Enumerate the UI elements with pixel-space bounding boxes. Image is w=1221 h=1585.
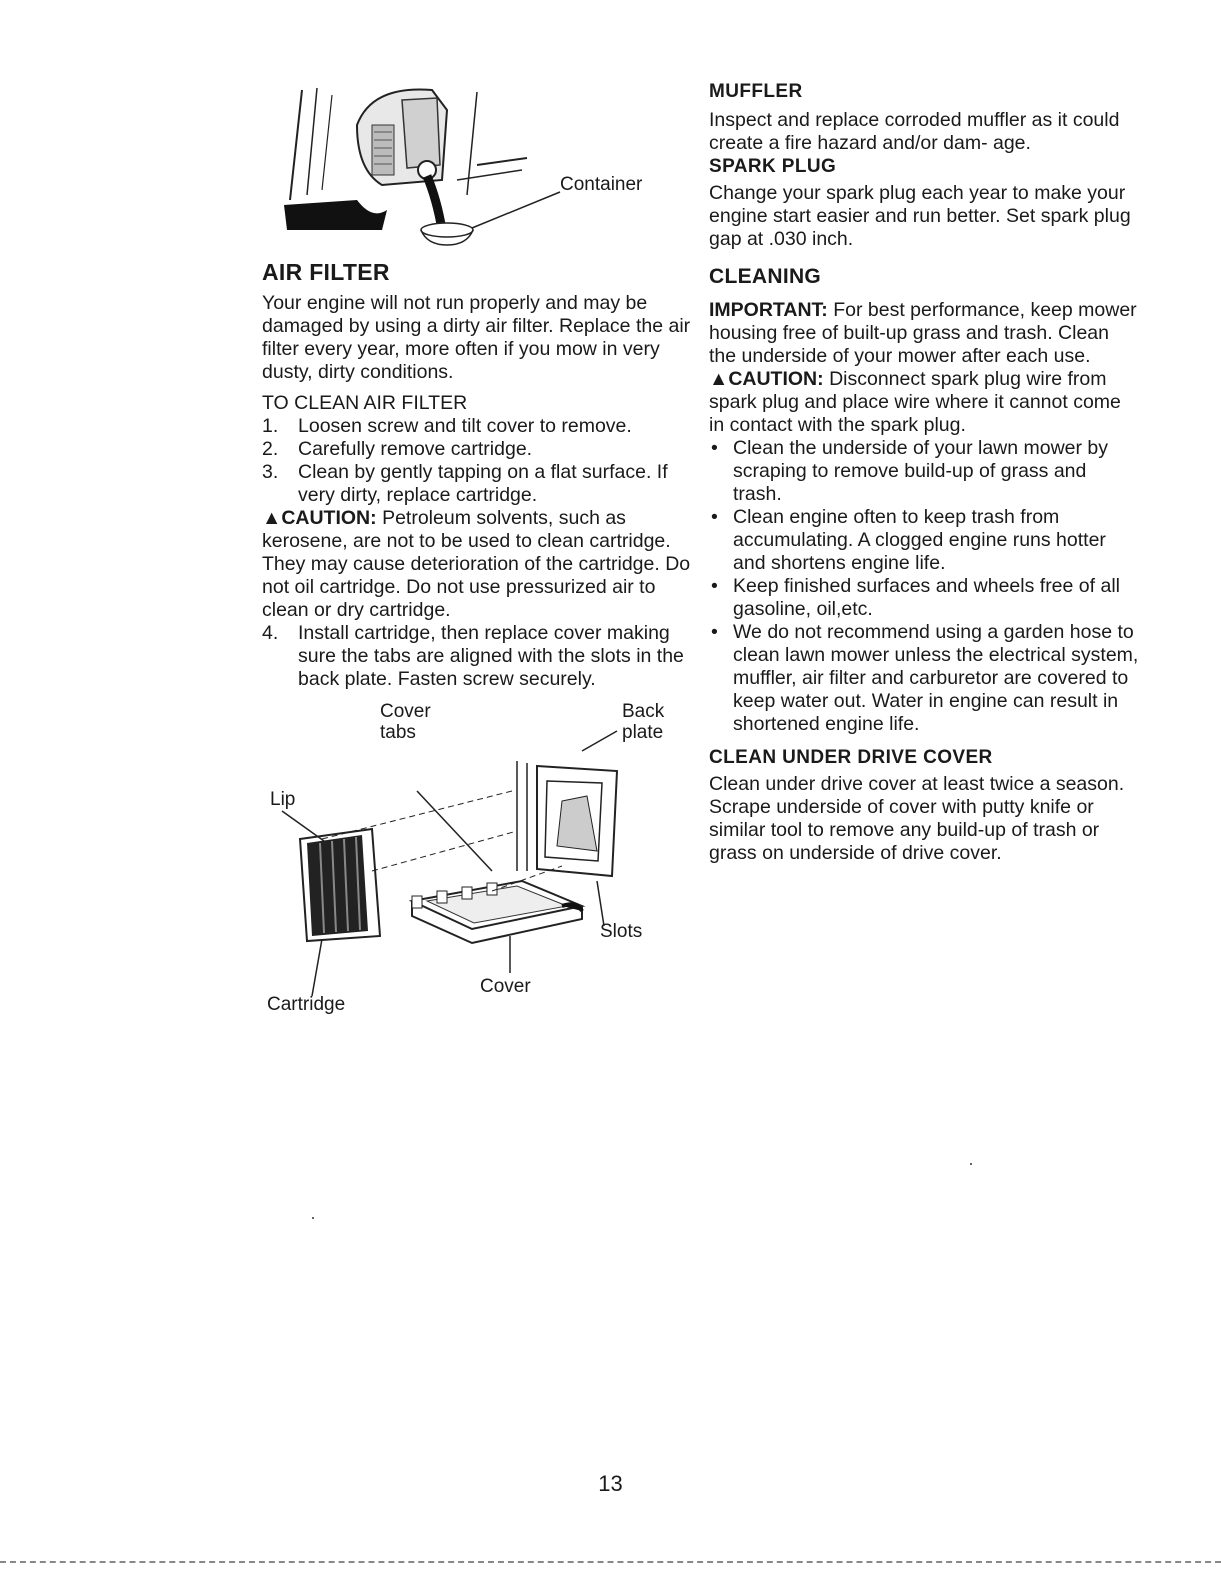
air-filter-illustration	[262, 701, 682, 1015]
list-item	[262, 438, 692, 461]
important-label: IMPORTANT:	[709, 299, 828, 321]
page-bottom-rule	[0, 1561, 1221, 1563]
air-filter-body: Your engine will not run properly and may be damaged by using a dirty air filter. Replace the air filter every year, more often if you mow in very dusty, dirty conditions.	[262, 292, 691, 383]
list-item	[709, 621, 1139, 736]
bullet-icon: •	[711, 437, 718, 459]
important-text: For best performance, keep mower housing free of built-up grass and trash. Clean the underside of your mower after each use.	[709, 299, 1137, 367]
step-number: 1.	[262, 415, 279, 437]
slots-label: Slots	[600, 921, 643, 942]
step-number: 4.	[262, 622, 279, 644]
warning-triangle-icon: ▲	[709, 368, 729, 390]
list-item	[262, 461, 692, 507]
step-number: 3.	[262, 461, 279, 483]
step-text: Carefully remove cartridge.	[298, 438, 533, 460]
step-text: Install cartridge, then replace cover making sure the tabs are aligned with the slots in the back plate. Fasten screw securely.	[298, 622, 684, 690]
oil-drain-drawing	[262, 70, 682, 250]
cleaning-steps-list	[262, 415, 692, 507]
caution-text: Disconnect spark plug wire from spark plug and place wire where it cannot come in contact with the spark plug.	[709, 368, 1121, 436]
cleaning-bullets	[709, 437, 1139, 736]
cartridge-label: Cartridge	[267, 994, 346, 1015]
warning-triangle-icon: ▲	[262, 507, 282, 529]
lip-label: Lip	[270, 789, 296, 810]
caution-label: CAUTION:	[728, 368, 824, 390]
cover-tabs-label: Cover tabs	[380, 701, 431, 743]
step-text: Loosen screw and tilt cover to remove.	[298, 415, 632, 437]
spark-plug-heading: SPARK PLUG	[709, 156, 837, 177]
bullet-icon: •	[711, 506, 718, 528]
cleaning-steps-list-continued	[262, 622, 692, 691]
air-filter-heading: AIR FILTER	[262, 259, 390, 285]
list-item	[709, 575, 1139, 621]
drive-cover-heading: CLEAN UNDER DRIVE COVER	[709, 747, 993, 768]
drive-cover-body: Clean under drive cover at least twice a season. Scrape underside of cover with putty knife or similar tool to remove any build-up of trash or grass on underside of drive cover.	[709, 773, 1125, 864]
page-number: 13	[598, 1471, 623, 1496]
bullet-text: Keep finished surfaces and wheels free of all gasoline, oil,etc.	[733, 575, 1120, 620]
list-item	[709, 506, 1139, 575]
cover-label: Cover	[480, 976, 531, 997]
list-item	[709, 437, 1139, 506]
bullet-text: Clean the underside of your lawn mower by scraping to remove build-up of grass and trash.	[733, 437, 1109, 505]
container-illustration	[262, 70, 682, 250]
muffler-body: Inspect and replace corroded muffler as it could create a fire hazard and/or dam- age.	[709, 109, 1120, 154]
bullet-icon: •	[711, 621, 718, 643]
right-column	[709, 80, 1139, 865]
cleaning-heading: CLEANING	[709, 265, 822, 288]
bullet-text: Clean engine often to keep trash from accumulating. A clogged engine runs hotter and shortens engine life.	[733, 506, 1106, 574]
spark-plug-body: Change your spark plug each year to make your engine start easier and run better. Set spark plug gap at .030 inch.	[709, 182, 1131, 250]
scan-speck	[312, 1217, 314, 1219]
list-item	[262, 415, 692, 438]
important-note	[709, 299, 1139, 368]
container-label: Container	[560, 174, 643, 195]
muffler-heading: MUFFLER	[709, 81, 803, 102]
bullet-icon: •	[711, 575, 718, 597]
left-column	[262, 70, 692, 1015]
scan-speck	[970, 1163, 972, 1165]
air-filter-caution	[262, 507, 692, 622]
step-text: Clean by gently tapping on a flat surface. If very dirty, replace cartridge.	[298, 461, 668, 506]
list-item	[262, 622, 692, 691]
caution-text: Petroleum solvents, such as kerosene, are not to be used to clean cartridge. They may cause deterioration of the cartridge. Do not oil cartridge. Do not use pressurized air to clean or dry cartridge.	[262, 507, 691, 621]
cleaning-caution	[709, 368, 1139, 437]
bullet-text: We do not recommend using a garden hose to clean lawn mower unless the electrical system, muffler, air filter and carburetor are covered to keep water out. Water in engine can result in shortened engine life.	[733, 621, 1139, 735]
back-plate-label: Back plate	[622, 701, 665, 743]
caution-label: CAUTION:	[281, 507, 377, 529]
filter-exploded-drawing	[262, 711, 682, 1011]
step-number: 2.	[262, 438, 279, 460]
to-clean-air-filter-subheading: TO CLEAN AIR FILTER	[262, 392, 468, 414]
